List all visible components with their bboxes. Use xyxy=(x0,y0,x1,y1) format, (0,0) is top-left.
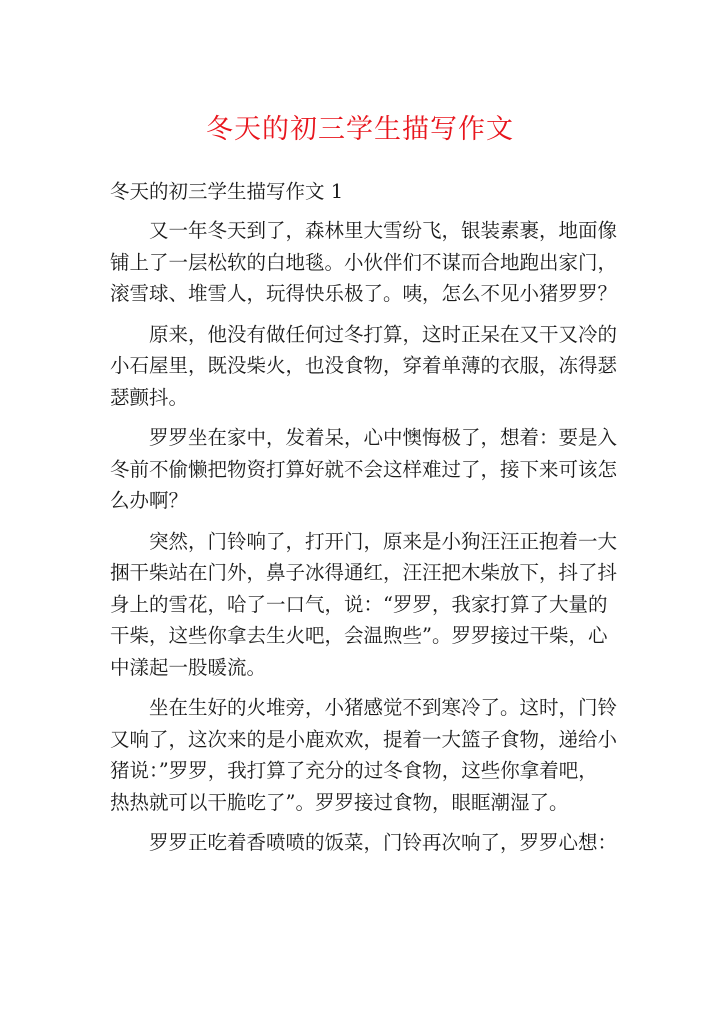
document-body xyxy=(110,215,620,868)
document-title: 冬天的初三学生描写作文 xyxy=(206,114,514,145)
paragraph: 罗罗坐在家中，发着呆，心中懊悔极了，想着：要是入 冬前不偷懒把物资打算好就不会这样难过了，接下来可该怎 么办啊？ xyxy=(110,426,618,512)
paragraph: 罗罗正吃着香喷喷的饭菜，门铃再次响了，罗罗心想： xyxy=(149,831,618,854)
paragraph: 突然，门铃响了，打开门，原来是小狗汪汪正抱着一大 捆干柴站在门外，鼻子冰得通红，汪汪把木柴放下，抖了抖 身上的雪花，哈了一口气，说：“罗罗，我家打算了大量的 干柴，这些你拿去生火吧，会温煦些”。罗罗接过干柴，心 中漾起一股暖流。 xyxy=(110,529,618,679)
paragraph: 原来，他没有做任何过冬打算，这时正呆在又干又冷的 小石屋里，既没柴火，也没食物，穿着单薄的衣服，冻得瑟 瑟颤抖。 xyxy=(110,322,618,409)
document-subtitle: 冬天的初三学生描写作文 1 xyxy=(110,180,344,203)
paragraph: 坐在生好的火堆旁，小猪感觉不到寒冷了。这时，门铃 又响了，这次来的是小鹿欢欢，提着一大篮子食物，递给小 猪说：”罗罗，我打算了充分的过冬食物，这些你拿着吧， 热热就可以干脆吃了”。罗罗接过食物，眼眶潮湿了。 xyxy=(110,696,618,814)
paragraph: 又一年冬天到了，森林里大雪纷飞，银装素裹，地面像 铺上了一层松软的白地毯。小伙伴们不谋而合地跑出家门， 滚雪球、堆雪人，玩得快乐极了。咦，怎么不见小猪罗罗？ xyxy=(110,219,618,305)
